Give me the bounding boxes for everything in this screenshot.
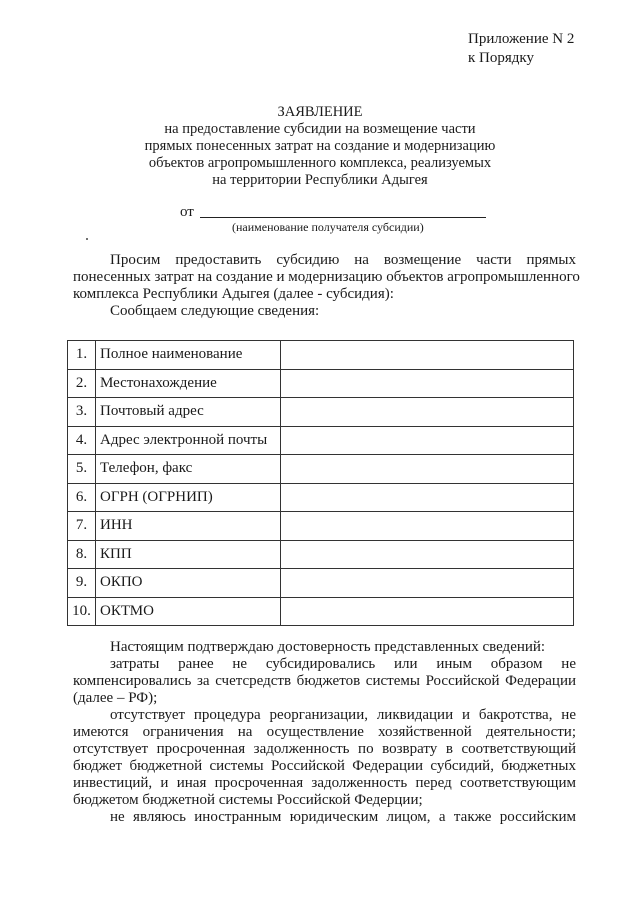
row-label: ИНН [96,512,281,541]
row-value-field[interactable] [281,369,574,398]
row-label: ОГРН (ОГРНИП) [96,483,281,512]
row-value-field[interactable] [281,398,574,427]
p2-line-6: бюджетом бюджетной системы Российской Федерции; [73,792,423,808]
table-row [68,398,574,427]
table-row [68,483,574,512]
title-line-2: прямых понесенных затрат на создание и модернизацию [144,138,496,154]
row-label: ОКПО [96,569,281,598]
table-row [68,426,574,455]
table-row [68,540,574,569]
appendix-reference [468,30,574,68]
row-number: 7. [68,512,96,541]
row-label: ОКТМО [96,597,281,626]
row-value-field[interactable] [281,341,574,370]
row-label: Почтовый адрес [96,398,281,427]
p2-line-1: отсутствует процедура реорганизации, ликвидации и бакротства, не [110,707,576,723]
confirmation-section [73,639,576,826]
row-label: Телефон, факс [96,455,281,484]
p2-line-3: отсутствует просроченная задолженность по возврату в соответствующий [73,741,576,757]
table-row [68,369,574,398]
table-row [68,341,574,370]
p2-line-4: бюджет бюджетной системы Российской Федерации субсидий, бюджетных [73,758,576,774]
p2-line-2: имеются ограничения на осуществление хозяйственной деятельности; [73,724,576,740]
row-number: 8. [68,540,96,569]
row-number: 1. [68,341,96,370]
table-row [68,569,574,598]
row-value-field[interactable] [281,512,574,541]
row-label: Адрес электронной почты [96,426,281,455]
row-label: Полное наименование [96,341,281,370]
scan-speck [86,238,88,240]
p2-line-5: инвестиций, и иная просроченная задолженность перед соответствующим [73,775,576,791]
title-line-1: на предоставление субсидии на возмещение части [164,121,476,137]
row-value-field[interactable] [281,540,574,569]
p1-line-3: (далее – РФ); [73,690,158,706]
p1-line-1: затраты ранее не субсидировались или иным образом не [110,656,576,672]
title-line-3: объектов агропромышленного комплекса, реализуемых [148,155,492,171]
row-number: 5. [68,455,96,484]
row-number: 10. [68,597,96,626]
row-value-field[interactable] [281,426,574,455]
row-label: Местонахождение [96,369,281,398]
row-value-field[interactable] [281,569,574,598]
p1-line-2: компенсировались за счетсредств бюджетов системы Российской Федерации [73,673,576,689]
from-label: от [180,204,194,220]
row-number: 3. [68,398,96,427]
appendix-number: Приложение N 2 [468,31,575,47]
table-row [68,597,574,626]
title-line-4: на территории Республики Адыгея [212,172,428,188]
applicant-info-table [67,340,574,626]
document-title: ЗАЯВЛЕНИЕ [277,104,363,120]
intro-line-2: понесенных затрат на создание и модернизацию объектов агропромышленного [73,269,580,285]
applicant-name-caption: (наименование получателя субсидии) [232,220,424,234]
row-number: 4. [68,426,96,455]
p3-line-1: не являюсь иностранным юридическим лицом, а также российским [110,809,576,825]
row-number: 2. [68,369,96,398]
confirm-intro: Настоящим подтверждаю достоверность представленных сведений: [110,639,546,655]
appendix-to-order: к Порядку [468,50,534,66]
row-number: 6. [68,483,96,512]
intro-line-3: комплекса Республики Адыгея (далее - субсидия): [73,286,394,302]
row-number: 9. [68,569,96,598]
row-value-field[interactable] [281,483,574,512]
row-label: КПП [96,540,281,569]
intro-paragraph [73,252,580,320]
applicant-name-field[interactable] [200,217,486,218]
row-value-field[interactable] [281,455,574,484]
row-value-field[interactable] [281,597,574,626]
table-row [68,512,574,541]
table-row [68,455,574,484]
intro-line-1: Просим предоставить субсидию на возмещение части прямых [110,252,576,268]
info-line: Сообщаем следующие сведения: [110,303,320,319]
